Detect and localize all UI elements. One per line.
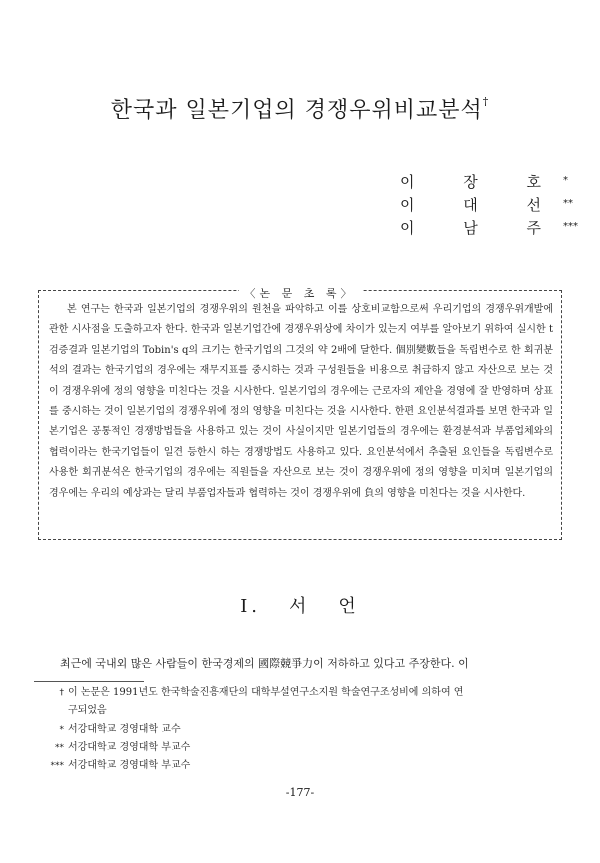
author-list xyxy=(400,171,579,240)
section-title-char-1: 서 xyxy=(289,596,311,617)
author-mark: * xyxy=(563,175,569,186)
footnote-3 xyxy=(30,739,540,757)
footnote-rule xyxy=(34,681,144,682)
footnote-text: 이 논문은 1991년도 한국학술진흥재단의 대학부설연구소지원 학술연구조성비에 의하여 연 xyxy=(68,687,464,698)
footnote-2 xyxy=(30,721,540,739)
section-title-char-2: 언 xyxy=(338,596,360,617)
footnote-mark: *** xyxy=(50,761,64,771)
section-number: I. xyxy=(240,596,262,617)
author-2 xyxy=(400,194,574,217)
footnote-1 xyxy=(30,684,540,720)
footnote-mark: ** xyxy=(55,743,64,753)
footnote-text: 서강대학교 경영대학 부교수 xyxy=(68,760,191,771)
page-number: -177- xyxy=(285,786,315,799)
footnote-text: 서강대학교 경영대학 교수 xyxy=(68,724,181,735)
title-text: 한국과 일본기업의 경쟁우위비교분석 xyxy=(110,98,483,123)
footnote-4 xyxy=(30,757,540,775)
body-paragraph: 최근에 국내외 많은 사람들이 한국경제의 國際競爭力이 저하하고 있다고 주장한다. 이 xyxy=(60,657,469,670)
author-3 xyxy=(400,217,579,240)
author-mark: *** xyxy=(563,221,579,232)
footnote-text-continued: 구되었음 xyxy=(68,705,107,716)
section-heading xyxy=(0,592,600,618)
title-footnote-mark: † xyxy=(482,95,490,108)
paper-title xyxy=(0,93,600,124)
author-name: 이 대 선 xyxy=(400,196,564,214)
author-name: 이 장 호 xyxy=(400,173,564,191)
abstract-label xyxy=(39,282,561,301)
abstract-label-text: 〈논 문 초 록〉 xyxy=(239,287,362,300)
author-mark: ** xyxy=(563,198,574,209)
footnote-text: 서강대학교 경영대학 부교수 xyxy=(68,742,191,753)
footnote-mark: * xyxy=(59,725,64,735)
author-name: 이 남 주 xyxy=(400,219,564,237)
footnote-mark: † xyxy=(59,688,64,698)
abstract-box xyxy=(38,287,562,540)
abstract-text: 본 연구는 한국과 일본기업의 경쟁우위의 원천을 파악하고 이를 상호비교함으로써 우리기업의 경쟁우위개발에 관한 시사점을 도출하고자 한다. 한국과 일본기업간에 경쟁우위상에 차이가 있는지 여부를 알아보기 위하여 실시한 t검증결과 일본기업의 Tobin's q의 크기는 한국기업의 그것의 약 2배에 달한다. 個別變數들을 독립변수로 한 회귀분석의 결과는 한국기업의 경우에는 재무지표를 중시하는 것과 구성원들을 비용으로 취급하지 않고 자산으로 보는 것이 경쟁우위에 정의 영향을 미친다는 것을 시사한다. 일본기업의 경우에는 근로자의 제안을 경영에 잘 반영하며 상표를 중시하는 것이 일본기업의 경쟁우위에 정의 영향을 미친다는 것을 시사한다. 한편 요인분석결과를 보면 한국과 일본기업은 공통적인 경쟁방법들을 사용하고 있는 것이 사실이지만 일본기업들의 경우에는 환경분석과 부품업체와의 협력이라는 한국기업들이 일견 등한시 하는 경쟁방법도 사용하고 있다. 요인분석에서 추출된 요인들을 독립변수로 사용한 회귀분석은 한국기업의 경우에는 직원들을 자산으로 보는 것이 경쟁우위에 정의 영향을 미치며 일본기업의 경우에는 우리의 예상과는 달리 부품업자들과 협력하는 것이 경쟁우위에 負의 영향을 미친다는 것을 시사한다. xyxy=(49,304,553,499)
author-1 xyxy=(400,171,569,194)
